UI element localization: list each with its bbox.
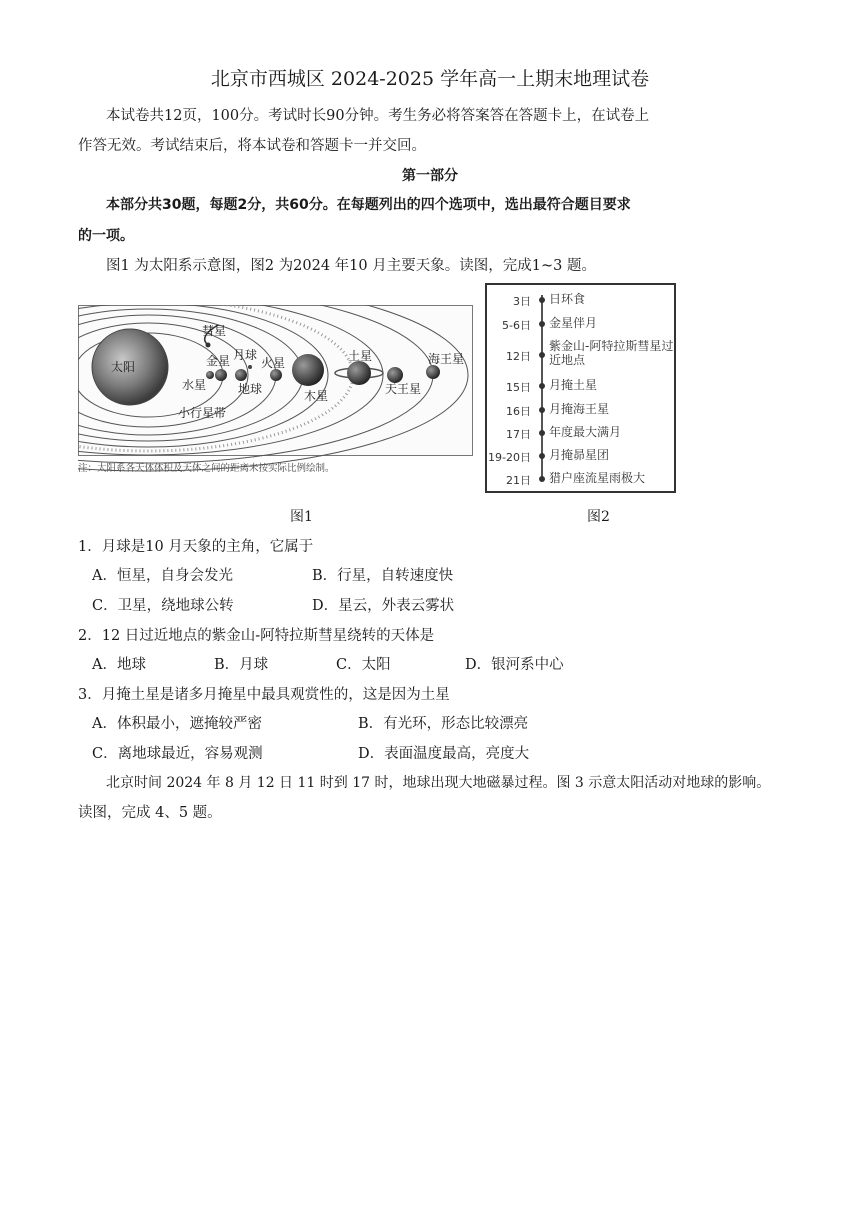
- event-text: 紫金山-阿特拉斯彗星过近地点: [549, 339, 674, 367]
- answer-option[interactable]: A．恒星，自身会发光: [92, 568, 233, 584]
- mercury-label: 水星: [182, 378, 207, 392]
- intro-line-1: 本试卷共12页，100分。考试时长90分钟。考生务必将答案答在答题卡上，在试卷上: [106, 108, 650, 124]
- event-day: 19-20日: [488, 451, 531, 464]
- answer-option[interactable]: B．行星，自转速度快: [312, 568, 454, 584]
- neptune-icon: [426, 365, 440, 379]
- earth-label: 地球: [238, 382, 263, 396]
- event-day: 21日: [506, 474, 531, 487]
- answer-option[interactable]: A．地球: [92, 657, 146, 673]
- earth-icon: [235, 369, 247, 381]
- intro-line-2: 作答无效。考试结束后，将本试卷和答题卡一并交回。: [78, 138, 426, 154]
- event-day: 16日: [506, 405, 531, 418]
- saturn-label: 土星: [348, 349, 373, 363]
- october-events-figure: [485, 283, 676, 493]
- answer-option[interactable]: A．体积最小，遮掩较严密: [92, 716, 262, 732]
- answer-option[interactable]: B．月球: [214, 657, 269, 673]
- event-day: 12日: [506, 350, 531, 363]
- jupiter-label: 木星: [304, 389, 329, 403]
- uranus-icon: [387, 367, 403, 383]
- timeline-dot: [539, 297, 545, 303]
- answer-option[interactable]: B．有光环，形态比较漂亮: [358, 716, 529, 732]
- event-text: 日环食: [549, 292, 586, 306]
- question-2-stem: 2．12 日过近地点的紫金山-阿特拉斯彗星绕转的天体是: [78, 628, 435, 644]
- uranus-label: 天王星: [385, 382, 422, 396]
- answer-option[interactable]: C．卫星，绕地球公转: [92, 598, 234, 614]
- comet-label: 彗星: [202, 324, 227, 338]
- moon-icon: [248, 365, 252, 369]
- timeline-dot: [539, 407, 545, 413]
- mercury-icon: [206, 371, 214, 379]
- comet-icon: [206, 343, 211, 348]
- figure2-caption: 图2: [587, 509, 610, 525]
- venus-icon: [215, 369, 227, 381]
- part-heading: 第一部分: [402, 168, 458, 184]
- timeline-dot: [539, 321, 545, 327]
- question-3-stem: 3．月掩土星是诸多月掩星中最具观赏性的，这是因为土星: [78, 687, 450, 703]
- answer-option[interactable]: D．银河系中心: [465, 657, 564, 673]
- part-instructions-2: 的一项。: [78, 228, 134, 244]
- event-text: 月掩海王星: [549, 402, 610, 416]
- moon-label: 月球: [233, 348, 258, 362]
- mars-icon: [270, 369, 282, 381]
- event-text: 金星伴月: [549, 316, 598, 330]
- exam-title: 北京市西城区 2024-2025 学年高一上期末地理试卷: [210, 68, 650, 90]
- event-text: 年度最大满月: [549, 425, 622, 439]
- event-text: 月掩昴星团: [549, 448, 610, 462]
- venus-label: 金星: [206, 354, 231, 368]
- event-day: 3日: [513, 295, 531, 308]
- event-text: 月掩土星: [549, 378, 598, 392]
- passage-line-1: 北京时间 2024 年 8 月 12 日 11 时到 17 时，地球出现大地磁暴过程。图 3 示意太阳活动对地球的影响。: [106, 775, 771, 791]
- answer-option[interactable]: D．表面温度最高，亮度大: [358, 746, 530, 762]
- saturn-icon: [347, 361, 371, 385]
- answer-option[interactable]: C．离地球最近，容易观测: [92, 746, 263, 762]
- jupiter-icon: [292, 354, 324, 386]
- event-day: 5-6日: [502, 319, 531, 332]
- event-day: 15日: [506, 381, 531, 394]
- answer-option[interactable]: D．星云，外表云雾状: [312, 598, 455, 614]
- solar-system-figure: [78, 305, 473, 485]
- question-1-stem: 1．月球是10 月天象的主角，它属于: [78, 539, 314, 555]
- figure1-note: 注：太阳系各天体体积及天体之间的距离未按实际比例绘制。: [78, 463, 335, 474]
- figure1-caption: 图1: [290, 509, 313, 525]
- part-instructions-1: 本部分共30题，每题2分，共60分。在每题列出的四个选项中，选出最符合题目要求: [106, 197, 631, 213]
- neptune-label: 海王星: [428, 352, 465, 366]
- event-day: 17日: [506, 428, 531, 441]
- timeline-dot: [539, 352, 545, 358]
- timeline-dot: [539, 453, 545, 459]
- timeline-dot: [539, 476, 545, 482]
- mars-label: 火星: [261, 356, 286, 370]
- timeline-dot: [539, 430, 545, 436]
- passage-line-2: 读图，完成 4、5 题。: [78, 805, 222, 821]
- timeline-dot: [539, 383, 545, 389]
- event-text: 猎户座流星雨极大: [549, 471, 646, 485]
- asteroid-belt-label: 小行星带: [178, 406, 227, 420]
- sun-label: 太阳: [111, 360, 136, 374]
- answer-option[interactable]: C．太阳: [336, 657, 391, 673]
- question-lead: 图1 为太阳系示意图，图2 为2024 年10 月主要天象。读图，完成1~3 题。: [106, 258, 596, 274]
